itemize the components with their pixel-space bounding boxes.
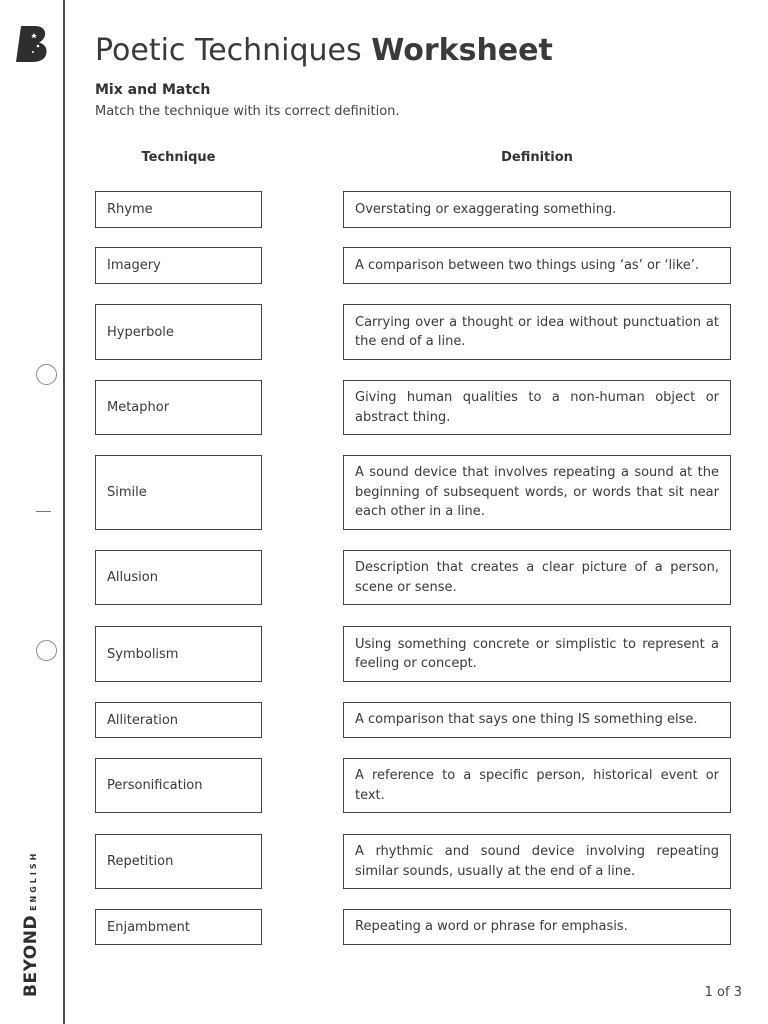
- definition-box: [343, 702, 731, 738]
- definition-box: [343, 550, 731, 605]
- page-title: [95, 33, 553, 68]
- definition-text: A sound device that involves repeating a sound at the beginning of subsequent words, or words that sit near each other in a line.: [355, 465, 719, 520]
- brand-vertical: [21, 851, 41, 997]
- definition-text: A comparison between two things using ‘as’ or ‘like’.: [355, 257, 700, 273]
- definition-text: Repeating a word or phrase for emphasis.: [355, 919, 628, 935]
- technique-box: [95, 304, 262, 360]
- definition-text: Overstating or exaggerating something.: [355, 201, 617, 217]
- definition-box: [343, 191, 731, 228]
- section-subtitle: Mix and Match: [95, 82, 211, 98]
- page-number: 1 of 3: [704, 985, 742, 1000]
- technique-label: Symbolism: [107, 646, 179, 662]
- definition-box: [343, 304, 731, 360]
- technique-box: [95, 909, 262, 945]
- definition-box: [343, 247, 731, 284]
- technique-box: [95, 626, 262, 682]
- definition-text: Description that creates a clear picture of a person, scene or sense.: [355, 560, 719, 595]
- technique-box: [95, 191, 262, 228]
- definition-box: [343, 909, 731, 945]
- technique-box: [95, 455, 262, 530]
- beyond-logo: [15, 24, 51, 64]
- technique-label: Metaphor: [107, 400, 170, 415]
- definition-box: [343, 758, 731, 813]
- technique-label: Alliteration: [107, 712, 179, 728]
- column-header-technique: Technique: [141, 150, 216, 165]
- margin-line: [63, 0, 65, 1024]
- technique-label: Simile: [107, 485, 147, 500]
- technique-box: [95, 702, 262, 738]
- technique-box: [95, 247, 262, 284]
- technique-box: [95, 758, 262, 813]
- technique-box: [95, 834, 262, 889]
- definition-text: Giving human qualities to a non-human object or abstract thing.: [355, 390, 719, 425]
- title-bold: Worksheet: [371, 33, 553, 68]
- instructions: Match the technique with its correct definition.: [95, 104, 400, 119]
- punch-hole-top: [36, 364, 57, 385]
- technique-label: Imagery: [107, 258, 161, 273]
- definition-text: A reference to a specific person, historical event or text.: [355, 768, 719, 803]
- title-regular: Poetic Techniques: [95, 33, 362, 68]
- definition-text: Carrying over a thought or idea without punctuation at the end of a line.: [355, 314, 719, 349]
- definition-box: [343, 834, 731, 889]
- technique-label: Allusion: [107, 570, 158, 585]
- technique-label: Enjambment: [107, 919, 190, 935]
- technique-box: [95, 550, 262, 605]
- definition-text: A comparison that says one thing IS something else.: [355, 712, 698, 728]
- definition-text: A rhythmic and sound device involving repeating similar sounds, usually at the end of a line.: [355, 844, 719, 879]
- technique-box: [95, 380, 262, 435]
- technique-label: Repetition: [107, 854, 174, 869]
- technique-label: Personification: [107, 778, 203, 793]
- definition-text: Using something concrete or simplistic to represent a feeling or concept.: [355, 636, 719, 671]
- definition-box: [343, 626, 731, 682]
- definition-box: [343, 455, 731, 530]
- punch-hole-bottom: [36, 640, 57, 661]
- technique-label: Hyperbole: [107, 324, 174, 340]
- technique-label: Rhyme: [107, 202, 153, 217]
- brand-name: BEYOND: [21, 914, 41, 997]
- definition-box: [343, 380, 731, 435]
- column-header-definition: Definition: [501, 150, 573, 165]
- fold-mark: [36, 511, 51, 512]
- brand-sub: ENGLISH: [29, 850, 38, 911]
